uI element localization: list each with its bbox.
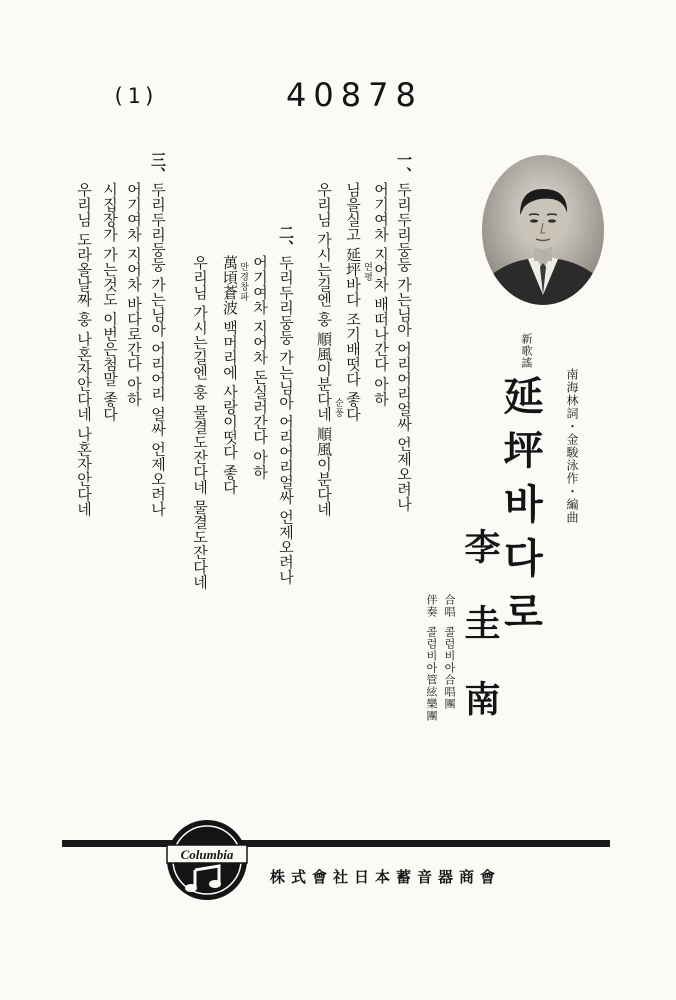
verse-2-line-4: 우리님 가시는길엔 훙 물결도잔다네 물결도잔다네 <box>191 255 209 590</box>
verse-1-line-2: 어기여차 지어차 배떠나간다 아하 <box>372 182 390 407</box>
footer-divider <box>62 840 610 847</box>
verse-2-ruby-1: 만경창파 <box>238 262 248 302</box>
verse-1-line-3: 님을실고 延坪바다 조기배떳다 좋다 <box>344 182 362 422</box>
verse-2-line-3: 萬頃蒼波 백머리에 사랑이떳다 좋다 <box>221 255 239 495</box>
portrait-image <box>482 155 604 305</box>
verse-1-number: 一、 <box>395 152 413 182</box>
verse-1-ruby-1: 연평 <box>362 262 372 282</box>
singer-name: 李圭南 <box>459 528 501 756</box>
performer-role-orchestra: 伴奏 <box>425 594 438 618</box>
verse-1-line-1: 두리두리둥둥 가는님아 어리어리얼싸 언제오려나 <box>395 182 413 512</box>
verse-2-line-1: 두리두리둥둥 가는님아 어리어리얼싸 언제오려나 <box>277 255 295 585</box>
song-title: 延坪바다로 <box>497 375 544 645</box>
columbia-logo <box>165 818 249 902</box>
catalog-number: 40878 <box>286 76 423 114</box>
verse-3-line-1: 두리두리둥둥 가는님아 어리어리 얼싸 언제오려나 <box>149 182 167 517</box>
page-number: (1) <box>112 84 159 108</box>
performer-name-chorus: 콜럼비아合唱團 <box>443 626 456 710</box>
verse-2-line-2: 어기여차 지어차 돈실러간다 아하 <box>251 255 269 480</box>
genre-label: 新歌謠 <box>520 333 533 369</box>
verse-3-line-4: 우리님 도라올날짜 훙 나혼자안다네 나혼자안다네 <box>75 182 93 517</box>
credits: 南海林詞・金駿泳作・編曲 <box>565 368 579 524</box>
company-name: 株式會社日本蓄音器商會 <box>270 868 502 886</box>
columbia-logo-icon <box>165 818 249 902</box>
verse-3-number: 三、 <box>149 152 167 182</box>
singer-portrait <box>482 155 604 305</box>
verse-1-ruby-2: 순풍 <box>333 398 343 418</box>
performer-role-chorus: 合唱 <box>443 594 456 618</box>
logo-text: Columbia <box>180 847 234 862</box>
verse-3-line-3: 시집장가 가는것도 이번은첨말 좋다 <box>101 182 119 422</box>
performer-name-orchestra: 콜럼비아管絃樂團 <box>425 626 438 722</box>
verse-1-line-4: 우리님 가시는길엔 훙 順風이분다네 順風이분다네 <box>315 182 333 517</box>
verse-2-number: 二、 <box>277 225 295 255</box>
verse-3-line-2: 어기여차 지어차 바다로간다 아하 <box>125 182 143 407</box>
